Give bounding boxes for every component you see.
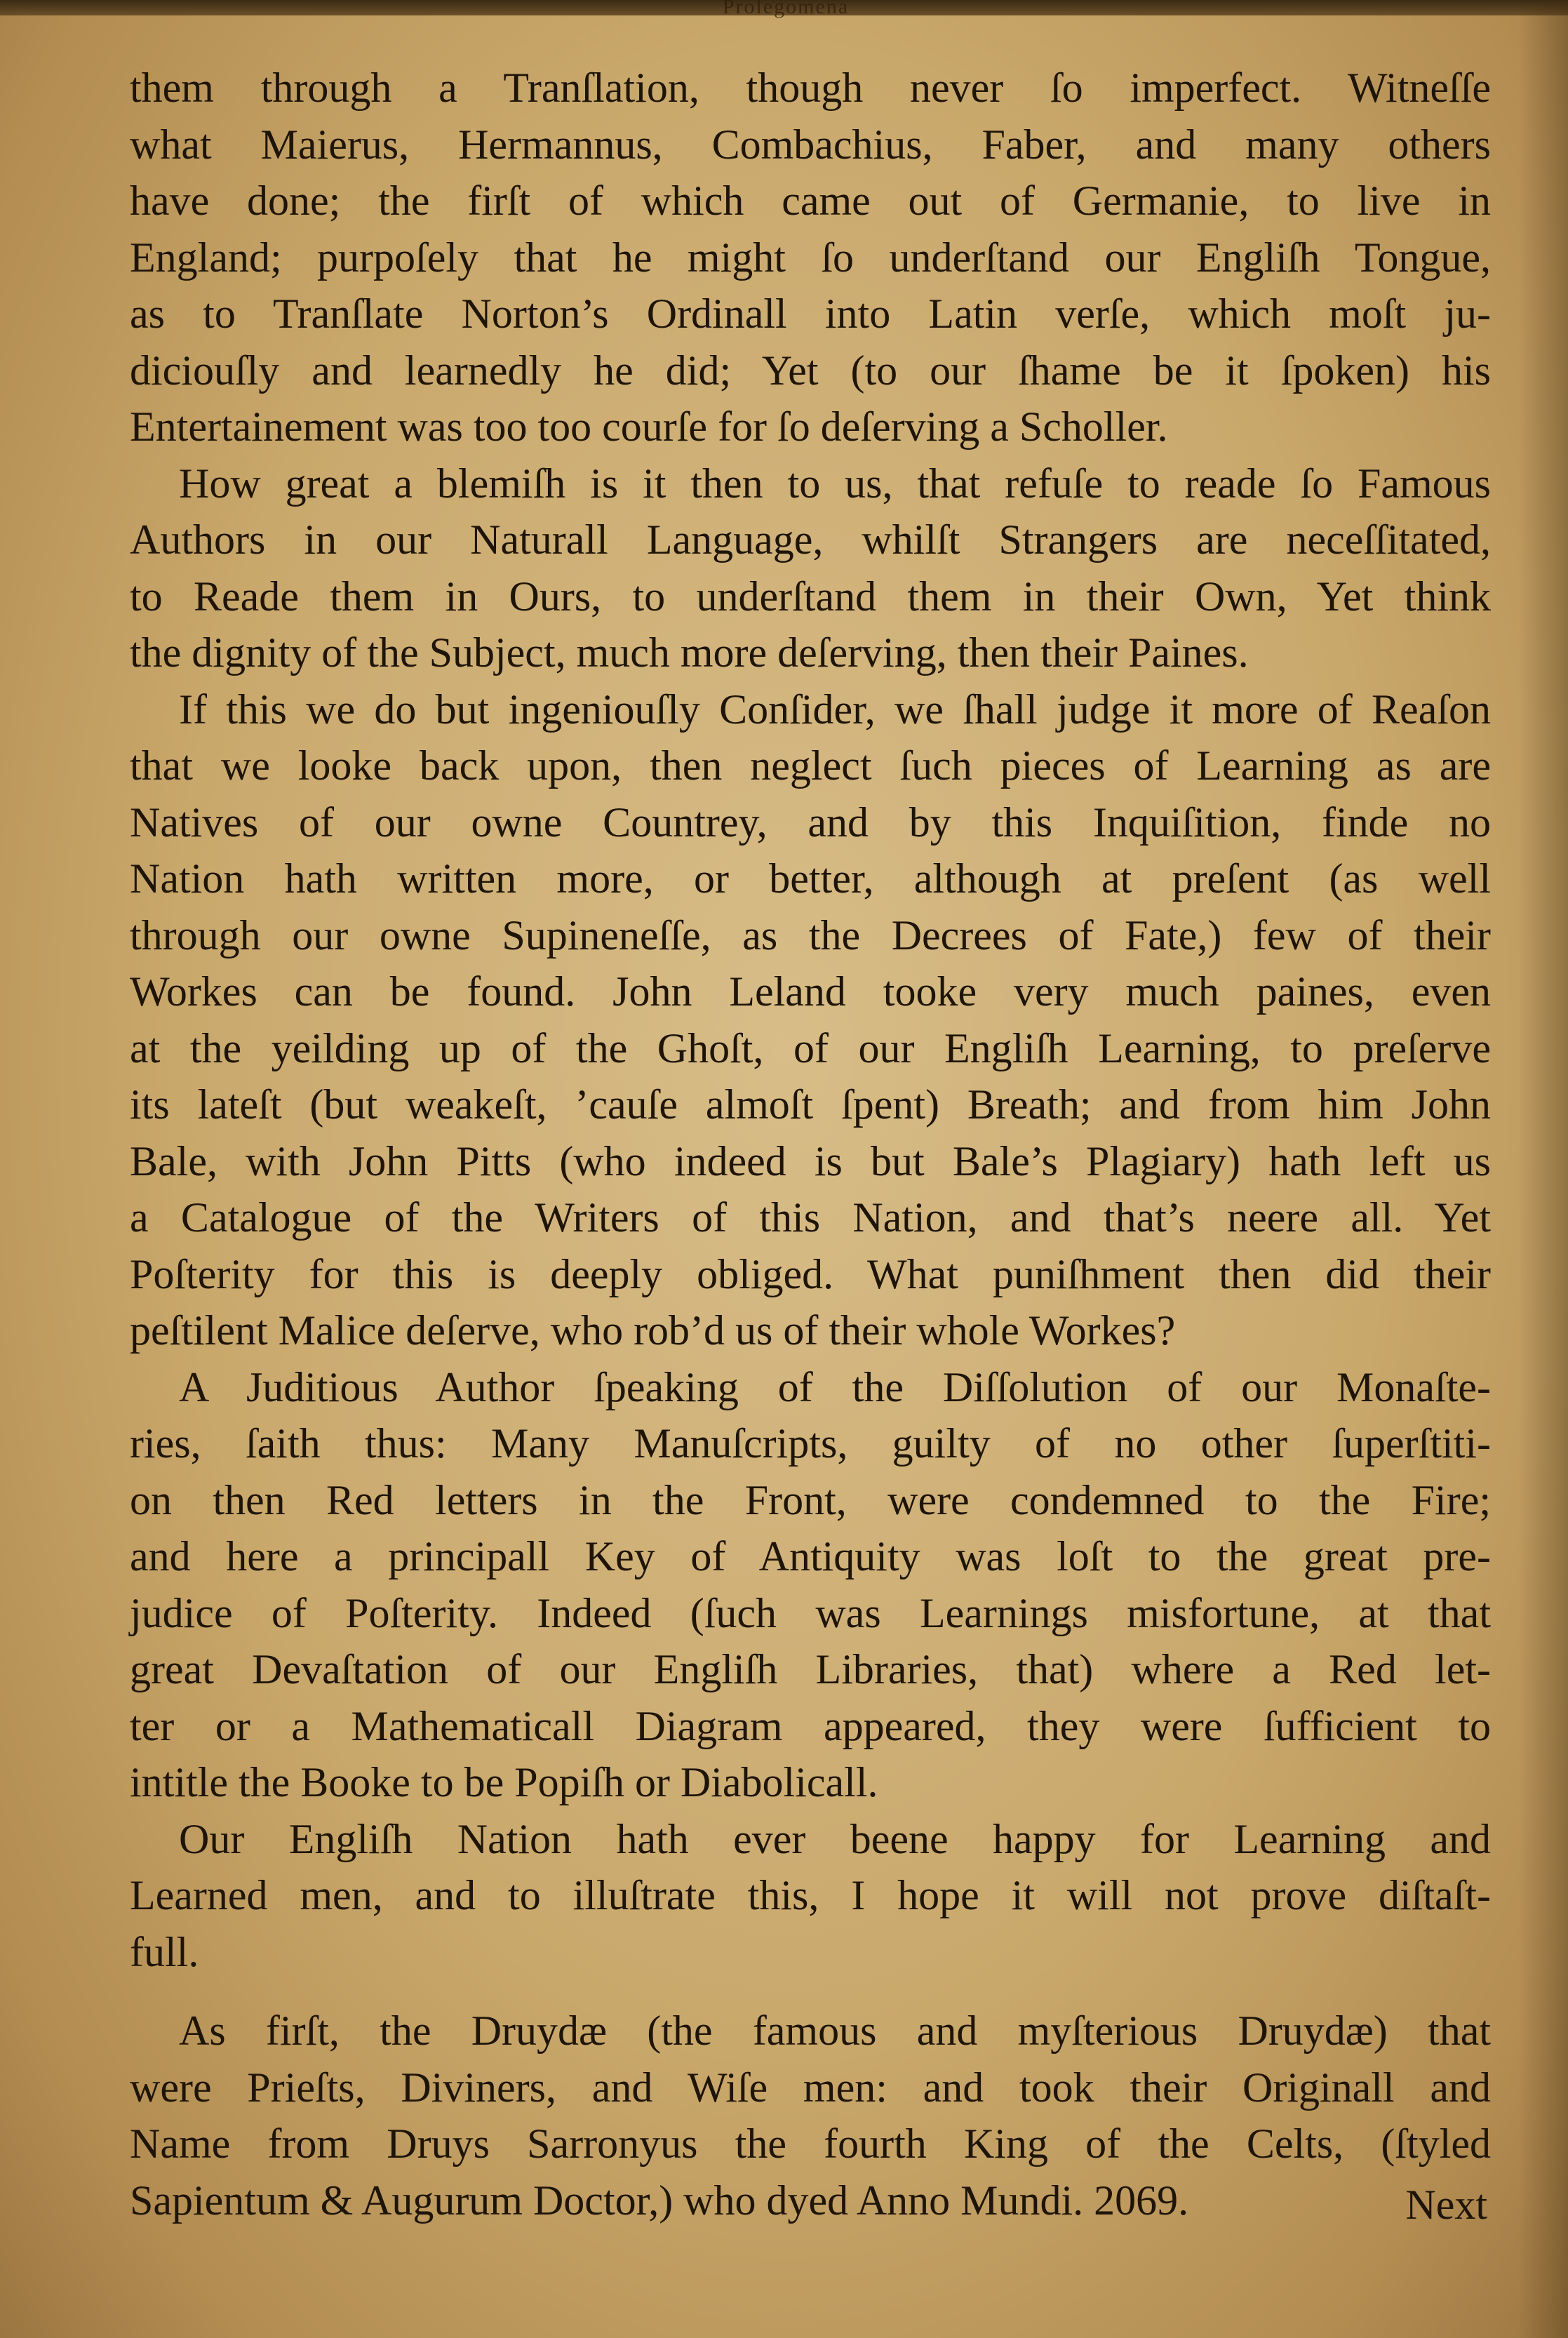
- text-line: peſtilent Malice deſerve, who rob’d us of their whole Workes?: [130, 1307, 1176, 1354]
- text-line: Nation hath written more, or better, although at preſent (as well: [130, 855, 1491, 902]
- text-line: Workes can be found. John Leland tooke very much paines, even: [130, 968, 1491, 1015]
- text-line: what Maierus, Hermannus, Combachius, Faber, and many others: [130, 121, 1491, 168]
- text-line: Bale, with John Pitts (who indeed is but Bale’s Plagiary) hath left us: [130, 1137, 1491, 1184]
- text-line: full.: [130, 1928, 199, 1975]
- text-line: have done; the firſt of which came out of Germanie, to live in: [130, 178, 1491, 224]
- text-line: Sapientum & Augurum Doctor,) who dyed Anno Mundi. 2069.: [130, 2177, 1189, 2224]
- text-line: through our owne Supineneſſe, as the Decrees of Fate,) few of their: [130, 911, 1491, 958]
- text-line: As firſt, the Druydæ (the famous and myſterious Druydæ) that: [179, 2008, 1491, 2054]
- text-line: Learned men, and to illuſtrate this, I hope it will not prove diſtaſt-: [130, 1872, 1491, 1918]
- text-line: on then Red letters in the Front, were condemned to the Fire;: [130, 1476, 1491, 1523]
- text-line: Our Engliſh Nation hath ever beene happy for Learning and: [179, 1815, 1491, 1862]
- page-gutter-shadow: [1519, 0, 1568, 2338]
- text-line: at the yeilding up of the Ghoſt, of our Engliſh Learning, to preſerve: [130, 1024, 1491, 1071]
- text-line: and here a principall Key of Antiquity was loſt to the great pre-: [130, 1533, 1491, 1579]
- text-line: intitle the Booke to be Popiſh or Diabolicall.: [130, 1759, 878, 1805]
- text-line: diciouſly and learnedly he did; Yet (to our ſhame be it ſpoken) his: [130, 347, 1491, 394]
- text-line: judice of Poſterity. Indeed (ſuch was Learnings misfortune, at that: [130, 1589, 1491, 1636]
- running-head: Prolegomena: [722, 0, 850, 18]
- text-line: Natives of our owne Countrey, and by this Inquiſition, finde no: [130, 799, 1491, 846]
- catchword: Next: [1405, 2182, 1487, 2228]
- text-line: Authors in our Naturall Language, whilſt Strangers are neceſſitated,: [130, 516, 1491, 563]
- text-line: the dignity of the Subject, much more deſerving, then their Paines.: [130, 629, 1249, 676]
- text-line: its lateſt (but weakeſt, ’cauſe almoſt ſpent) Breath; and from him John: [130, 1081, 1491, 1128]
- text-line: them through a Tranſlation, though never ſo imperfect. Witneſſe: [130, 65, 1491, 111]
- text-line: England; purpoſely that he might ſo underſtand our Engliſh Tongue,: [130, 234, 1491, 281]
- text-line: that we looke back upon, then neglect ſuch pieces of Learning as are: [130, 742, 1491, 789]
- text-line: a Catalogue of the Writers of this Nation, and that’s neere all. Yet: [130, 1194, 1491, 1241]
- paragraph-gap: [130, 1980, 1491, 2003]
- text-line: How great a blemiſh is it then to us, that refuſe to reade ſo Famous: [179, 460, 1491, 507]
- text-line: great Devaſtation of our Engliſh Libraries, that) where a Red let-: [130, 1646, 1491, 1692]
- text-line: were Prieſts, Diviners, and Wiſe men: and took their Originall and: [130, 2064, 1491, 2111]
- text-line: ter or a Mathematicall Diagram appeared, they were ſufficient to: [130, 1702, 1491, 1749]
- text-line: Name from Druys Sarronyus the fourth King of the Celts, (ſtyled: [130, 2120, 1491, 2167]
- text-line: A Juditious Author ſpeaking of the Diſſolution of our Monaſte-: [179, 1363, 1491, 1410]
- text-line: as to Tranſlate Norton’s Ordinall into Latin verſe, which moſt ju-: [130, 290, 1491, 337]
- text-line: Entertainement was too too courſe for ſo deſerving a Scholler.: [130, 403, 1168, 450]
- text-line: ries, ſaith thus: Many Manuſcripts, guilty of no other ſuperſtiti-: [130, 1420, 1491, 1467]
- body-text: [130, 60, 1491, 2229]
- text-line: to Reade them in Ours, to underſtand them in their Own, Yet think: [130, 573, 1491, 620]
- text-line: Poſterity for this is deeply obliged. What puniſhment then did their: [130, 1250, 1491, 1297]
- text-line: If this we do but ingeniouſly Conſider, we ſhall judge it more of Reaſon: [179, 686, 1491, 733]
